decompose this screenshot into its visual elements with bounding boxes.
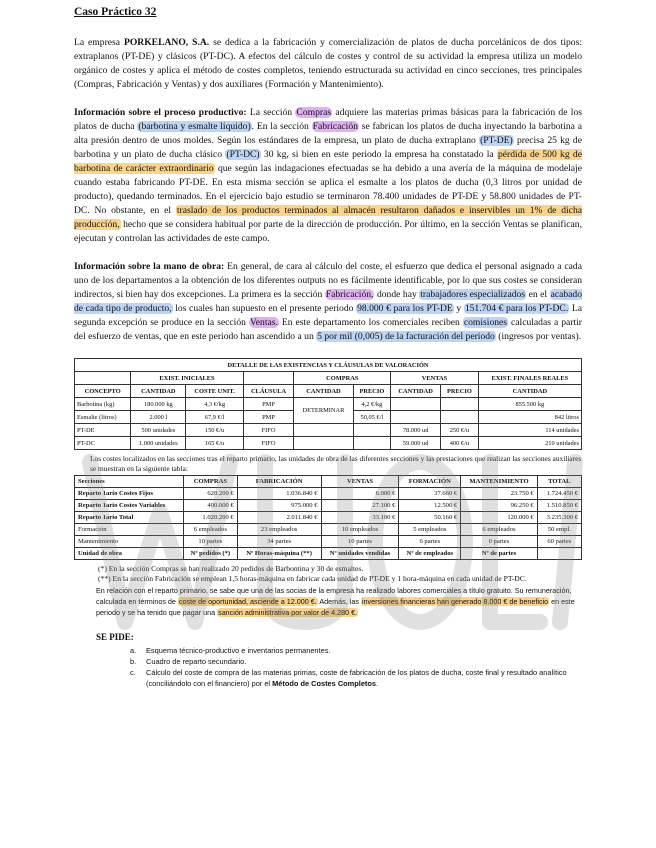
highlight: Ventas. [249, 317, 278, 328]
highlight: Fabricación [312, 121, 358, 132]
column-header: CANTIDAD [478, 385, 581, 398]
highlight: (barbotina y esmalte líquido) [138, 121, 251, 132]
highlight: traslado de los productos terminados al almacén resultaron dañados e inservibles un 1% de dicha producción, [74, 205, 582, 230]
column-header: MANTENIMIENTO [461, 476, 537, 488]
table-row: Reparto 1ario Costes Fijos 620.200 € 1.036.840 € 6.000 € 37.660 € 23.750 € 1.724.450 € [75, 488, 582, 500]
list-item: a. Esquema técnico-productivo e inventarios permanentes. [130, 645, 331, 655]
table-caption: Los costes localizados en las secciones tras el reparto primario, las unidades de obra de las diferentes secciones y las prestaciones que realizan las secciones auxiliares se muestran en la siguiente tabla: [90, 454, 582, 473]
table-row: PT-DC 1.000 unidades 165 €/u FIFO 59.000 ud 400 €/u 210 unidades [75, 437, 582, 450]
table-row: Mantenimiento 10 partes 34 partes 10 partes 6 partes 0 partes 60 partes [75, 536, 582, 548]
column-header: CANTIDAD [294, 385, 353, 398]
column-header: CONCEPTO [75, 385, 131, 398]
footnote: (**) En la sección Fabricación se emplean 1,5 horas-máquina en fabricar cada unidad de PT-DE y 1 hora-máquina en cada unidad de PT-DC. [98, 574, 527, 584]
highlight: Compras [296, 107, 332, 118]
list-item: c. Cálculo del coste de compra de las materias primas, coste de fabricación de los platos de ducha, coste final y resultado analítico (conciliándolo con el financiero) por el Método de Costes Completos. [130, 667, 567, 688]
determinar-cell: DETERMINAR [294, 398, 353, 424]
column-header: FABRICACIÓN [237, 476, 321, 488]
table-row: PT-DE 500 unidades 150 €/u FIFO 78.000 ud 250 €/u 114 unidades [75, 424, 582, 437]
highlight: (PT-DC) [226, 149, 260, 160]
column-header: CANTIDAD [391, 385, 441, 398]
highlight: inversiones financieras han generado 8.000 € de beneficio [361, 596, 549, 606]
highlight: 5 por mil (0,005) de la facturación del periodo [317, 331, 495, 342]
highlight: pérdida de 500 kg de barbotina de carácter extraordinario [74, 149, 582, 174]
group-header: EXIST. INICIALES [131, 372, 243, 385]
mano-obra-paragraph: Información sobre la mano de obra: En general, de cara al cálculo del coste, el esfuerzo que dedica el personal asignado a cada uno de los departamentos a la obtención de los diferentes outputs no es fácilmente identificable, por lo que sus costes se consideran indirectos, si bien hay dos excepciones. La primera es la sección Fabricación, donde hay trabajadores especializados en el acabado de cada tipo de producto, los cuales han supuesto en el presente periodo 98.000 € para los PT-DE y 151.704 € para los PT-DC. La segunda excepción se produce en la sección Ventas. En este departamento los comerciales reciben comisiones calculadas a partir del esfuerzo de ventas, que en este periodo han ascendido a un 5 por mil (0,005) de la facturación del periodo (ingresos por ventas). [74, 261, 582, 342]
task-list [74, 645, 582, 689]
proceso-heading: Información sobre el proceso productivo: [74, 107, 247, 118]
highlight: coste de oportunidad, asciende a 12.000 €. [178, 596, 317, 606]
column-header: FORMACIÓN [399, 476, 461, 488]
highlight: 98.000 € para los PT-DE [357, 303, 453, 314]
table-row: Formación 6 empleados 23 empleados 10 empleados 5 empleados 6 empleados 50 empl. [75, 524, 582, 536]
footnote: (*) En la sección Compras se han realizado 20 pedidos de Barbontina y 30 de esmaltes. [98, 564, 364, 573]
column-header: COSTE UNIT. [186, 385, 243, 398]
table-row: Unidad de obra Nº pedidos (*) Nº Horas-máquina (**) Nº unidades vendidas Nº de empleados Nº de partes [75, 548, 582, 560]
highlight: 151.704 € para los PT-DC. [464, 303, 569, 314]
highlight: sanción administrativa por valor de 4.280 €. [218, 607, 358, 617]
column-header: VENTAS [321, 476, 399, 488]
case-title: Caso Práctico 32 [74, 6, 157, 18]
footnotes [98, 564, 582, 585]
mano-obra-heading: Información sobre la mano de obra: [74, 261, 225, 272]
list-item: b. Cuadro de reparto secundario. [130, 656, 247, 666]
column-header: TOTAL [537, 476, 581, 488]
column-header: CLÁUSULA [243, 385, 294, 398]
column-header: Secciones [75, 476, 184, 488]
secciones-table [74, 475, 582, 560]
highlight: trabajadores especializados [420, 289, 526, 300]
table-title: DETALLE DE LAS EXISTENCIAS Y CLÁUSULAS DE VALORACIÓN [75, 359, 582, 372]
group-header: VENTAS [391, 372, 478, 385]
company-name: PORKELANO, S.A. [123, 37, 210, 48]
highlight: Fabricación, [325, 289, 374, 300]
reparto-note: En relación con el reparto primario, se sabe que una de las socias de la empresa ha realizado labores comerciales a título gratuito. Su remuneración, calculada en términos de coste de oportunidad, asciende a 12.000 €. Además, las inversiones financieras han generado 8.000 € de beneficio en este periodo y se ha tenido que pagar una sanción administrativa por valor de 4.280 €. [96, 585, 575, 617]
highlight: comisiones [463, 317, 508, 328]
intro-text: La empresa [74, 37, 124, 48]
table-row: Reparto 1ario Costes Variables 400.000 € 975.000 € 27.100 € 12.500 € 96.250 € 1.510.850 € [75, 500, 582, 512]
table-row: Reparto 1ario Total 1.020.200 € 2.011.840 € 33.100 € 50.160 € 120.000 € 3.235.300 € [75, 512, 582, 524]
intro-text: se dedica a la fabricación y comercialización de platos de ducha porcelánicos de dos tipos: extraplanos (PT-DE) y clásicos (PT-DC). A efectos del cálculo de costes y control de su actividad la empresa utiliza un modelo orgánico de costes y aplica el método de costes completos, teniendo estructurada su actividad en cinco secciones, tres principales (Compras, Fabricación y Ventas) y dos auxiliares (Formación y Mantenimiento). [74, 37, 582, 90]
se-pide-heading: SE PIDE: [96, 631, 134, 642]
highlight: (PT-DE) [480, 135, 513, 146]
group-header: COMPRAS [294, 372, 391, 385]
column-header: COMPRAS [183, 476, 237, 488]
highlight: acabado de cada tipo de producto, [74, 289, 582, 314]
table-row: Barbotina (kg) 180.000 kg 4,3 €/kg PMP DETERMINAR 4,2 €/kg 855.500 kg [75, 398, 582, 411]
proceso-paragraph: Información sobre el proceso productivo: La sección Compras adquiere las materias primas básicas para la fabricación de los platos de ducha (barbotina y esmalte líquido). En la sección Fabricación se fabrican los platos de ducha inyectando la barbotina a alta presión dentro de unos moldes. Según los estándares de la empresa, un plato de ducha extraplano (PT-DE) precisa 25 kg de barbotina y un plato de ducha clásico (PT-DC) 30 kg, si bien en este periodo la empresa ha constatado la pérdida de 500 kg de barbotina de carácter extraordinario que según las indagaciones efectuadas se ha debido a una avería de la máquina de modelaje cuando estaba fabricando PT-DE. En esta misma sección se aplica el esmalte a los platos de ducha (0,3 litros por unidad de producto), quedando terminados. En el ejercicio bajo estudio se terminaron 78.400 unidades de PT-DE y 58.800 unidades de PT-DC. No obstante, en el traslado de los productos terminados al almacén resultaron dañados e inservibles un 1% de dicha producción, hecho que se considera habitual por parte de la dirección de producción. Por último, en la sección Ventas se planifican, ejecutan y controlan las actividades de este campo. [74, 107, 582, 244]
existencias-table [74, 358, 582, 450]
column-header: PRECIO [441, 385, 479, 398]
column-header: CANTIDAD [131, 385, 186, 398]
table-row: Esmalte (litros) 2.000 l 67,9 €/l PMP 50,05 €/l 842 litros [75, 411, 582, 424]
group-header: EXIST. FINALES REALES [478, 372, 581, 385]
intro-paragraph [74, 36, 582, 92]
column-header: PRECIO [353, 385, 391, 398]
